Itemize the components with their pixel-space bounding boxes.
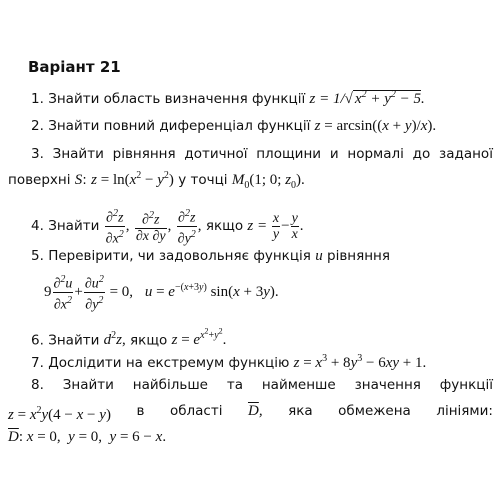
task-6-d2z: $d^2z$, [103,330,126,349]
task-6-text: Знайти [48,332,100,349]
task-5-number: 5. [31,248,44,264]
task-2-formula: z = arcsin((x + y)/x). [314,118,437,134]
task-1-text: Знайти область визначення функції [48,91,306,107]
task-3-line-2: поверхні S: $z = \ln(x^2 - y^2)$ у точці $M_0(1$; 0; $z_0$). [8,170,305,191]
task-8-line-1: 8. Знайти найбільше та найменше значення функції [31,377,493,393]
task-4: 4. Знайти $\frac{\partial^2z}{\partial x^2}$ , $\frac{\partial^2z}{\partial x \partial y}$ , $\frac{\partial^2z}{\partial y^2}$ , якщо z = $\frac{x}{y}$ − $\frac{y}{x}$ . [31,208,304,247]
task-5-var: u [315,248,323,264]
variant-title: Варіант 21 [28,58,121,76]
task-7-text: Дослідити на екстремум функцію [48,355,290,371]
task-5-text2: рівняння [327,248,390,264]
d2z-dx2-fraction: $\frac{\partial^2z}{\partial x^2}$ [105,208,124,247]
task-3-point: $M_0(1$; 0; $z_0$). [231,172,305,191]
d2z-dy2-fraction: $\frac{\partial^2z}{\partial y^2}$ [177,208,196,247]
task-8-domain: $\overline{D}$, [247,403,263,419]
task-5-equation-line: 9 $\frac{\partial^2u}{\partial x^2}$ + $\frac{\partial u^2}{\partial y^2}$ = 0, $u = e^{-(x+3y)}$ sin(x + 3y). [44,273,279,313]
task-5 [31,247,390,265]
task-3-line-1: 3. Знайти рівняння дотичної площини и нормалі до заданої [31,146,493,162]
task-8-line-2: $z = x^2y(4 - x - y)$ в області $\overline{D}$, яка обмежена лініями: [8,403,493,423]
task-2-number: 2. [31,118,44,134]
task-6-text2: якщо [130,332,168,349]
task-5-text: Перевірити, чи задовольняє функція [48,248,311,264]
d2z-dxdy-fraction: $\frac{\partial^2z}{\partial x \partial y}$ [135,210,166,244]
task-1-number: 1. [31,91,44,107]
task-7-number: 7. [31,355,44,371]
task-6-formula: $z = e^{x^2+y^2}$. [171,327,227,349]
task-6-number: 6. [31,332,44,349]
task-2 [31,117,436,135]
task-7 [31,350,426,372]
task-1-formula: z = 1/√ $x^2 + y^2 - 5$. [309,89,425,107]
task-3-formula: $z = \ln(x^2 - y^2)$ [91,170,174,188]
task-7-formula: $z = x^3 + 8y^3 - 6xy + 1$. [293,353,427,371]
task-4-formula: z = [247,218,271,235]
task-1 [31,86,425,108]
task-4-number: 4. [31,218,44,235]
task-4-text: Знайти [48,218,100,235]
task-3-number: 3. [31,146,44,162]
task-3-text2: у точці [178,172,228,188]
task-4-text2: якщо [205,218,244,235]
task-8-lines: $\overline{D}$: x = 0, y = 0, y = 6 − x. [8,429,167,445]
task-6 [31,323,226,349]
task-5-function: $u = e^{-(x+3y)}$ sin(x + 3y). [144,282,279,300]
task-8-formula: $z = x^2y(4 - x - y)$ [8,405,111,423]
task-8-number: 8. [31,377,44,393]
task-2-text: Знайти повний диференціал функції [48,118,311,134]
